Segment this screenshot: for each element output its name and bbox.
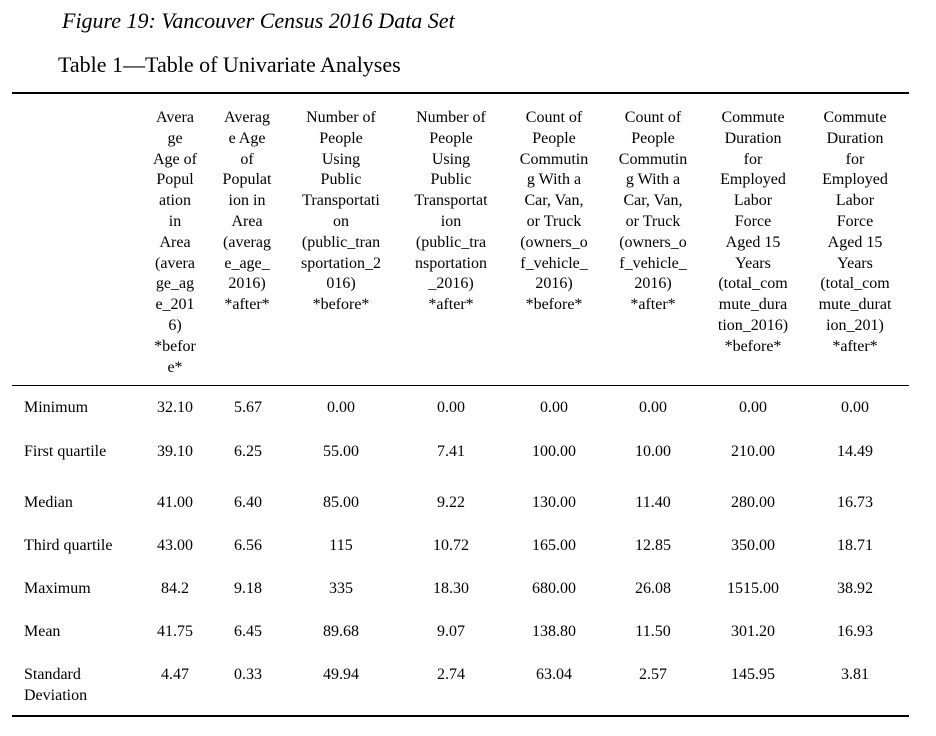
table-cell: 43.00 bbox=[157, 537, 193, 554]
table-cell: 9.22 bbox=[437, 494, 465, 511]
table-cell: 0.00 bbox=[639, 399, 667, 416]
table-cell: 85.00 bbox=[323, 494, 359, 511]
table-cell: 100.00 bbox=[532, 443, 576, 460]
table-cell: 10.00 bbox=[635, 443, 671, 460]
table-cell: 84.2 bbox=[161, 580, 189, 597]
table-cell: 210.00 bbox=[731, 443, 775, 460]
table-cell: 49.94 bbox=[323, 666, 359, 683]
table-cell: 3.81 bbox=[841, 666, 869, 683]
table-cell: 16.73 bbox=[837, 494, 873, 511]
table-cell: 14.49 bbox=[837, 443, 873, 460]
table-cell: 11.50 bbox=[635, 623, 671, 640]
table-cell: 350.00 bbox=[731, 537, 775, 554]
table-cell: 0.00 bbox=[327, 399, 355, 416]
table-cell: 9.18 bbox=[234, 580, 262, 597]
table-cell: 11.40 bbox=[635, 494, 671, 511]
table-cell: 115 bbox=[329, 537, 353, 554]
table-cell: 16.93 bbox=[837, 623, 873, 640]
table-cell: 1515.00 bbox=[727, 580, 779, 597]
table-cell: 32.10 bbox=[157, 399, 193, 416]
table-cell: 0.00 bbox=[437, 399, 465, 416]
table-cell: 0.00 bbox=[540, 399, 568, 416]
column-header: Number of People Using Public Transportati on (public_tran sportation_2 016) *before* bbox=[301, 109, 381, 314]
table-cell: 6.56 bbox=[234, 537, 262, 554]
table-cell: 145.95 bbox=[731, 666, 775, 683]
table-cell: 4.47 bbox=[161, 666, 189, 683]
column-header: Commute Duration for Employed Labor Force Aged 15 Years (total_com mute_dura tion_2016) *before* bbox=[717, 109, 789, 355]
table-cell: 138.80 bbox=[532, 623, 576, 640]
column-header: Number of People Using Public Transportat ion (public_tra nsportation _2016) *after* bbox=[414, 109, 488, 314]
table-cell: 63.04 bbox=[536, 666, 572, 683]
row-label: First quartile bbox=[24, 443, 107, 460]
table-cell: 301.20 bbox=[731, 623, 775, 640]
column-header: Count of People Commutin g With a Car, Van, or Truck (owners_o f_vehicle_ 2016) *before* bbox=[519, 109, 589, 314]
row-label: Mean bbox=[24, 623, 61, 640]
table-cell: 165.00 bbox=[532, 537, 576, 554]
table-cell: 7.41 bbox=[437, 443, 465, 460]
table-cell: 6.40 bbox=[234, 494, 262, 511]
table-cell: 6.45 bbox=[234, 623, 262, 640]
table-cell: 41.75 bbox=[157, 623, 193, 640]
table-cell: 38.92 bbox=[837, 580, 873, 597]
table-cell: 0.00 bbox=[739, 399, 767, 416]
table-cell: 55.00 bbox=[323, 443, 359, 460]
table-cell: 0.33 bbox=[234, 666, 262, 683]
row-label: Maximum bbox=[24, 580, 91, 597]
column-header: Averag e Age of Populat ion in Area (averag e_age_ 2016) *after* bbox=[222, 109, 272, 314]
table-cell: 0.00 bbox=[841, 399, 869, 416]
row-label: Median bbox=[24, 494, 73, 511]
table-cell: 280.00 bbox=[731, 494, 775, 511]
row-label: Third quartile bbox=[24, 537, 113, 554]
figure-title: Figure 19: Vancouver Census 2016 Data Set bbox=[62, 8, 455, 33]
column-header: Count of People Commutin g With a Car, Van, or Truck (owners_o f_vehicle_ 2016) *after* bbox=[618, 109, 688, 314]
table-header-rule bbox=[12, 385, 909, 386]
table-cell: 130.00 bbox=[532, 494, 576, 511]
table-cell: 26.08 bbox=[635, 580, 671, 597]
table-cell: 6.25 bbox=[234, 443, 262, 460]
table-cell: 12.85 bbox=[635, 537, 671, 554]
table-title: Table 1—Table of Univariate Analyses bbox=[58, 52, 401, 77]
table-cell: 89.68 bbox=[323, 623, 359, 640]
table-cell: 2.74 bbox=[437, 666, 465, 683]
table-top-rule bbox=[12, 92, 909, 94]
column-header: Avera ge Age of Popul ation in Area (avera ge_ag e_201 6) *befor e* bbox=[153, 109, 197, 376]
table-cell: 39.10 bbox=[157, 443, 193, 460]
table-cell: 5.67 bbox=[234, 399, 262, 416]
row-label: Minimum bbox=[24, 399, 89, 416]
table-cell: 18.30 bbox=[433, 580, 469, 597]
table-cell: 680.00 bbox=[532, 580, 576, 597]
row-label: Standard Deviation bbox=[24, 666, 88, 704]
table-cell: 9.07 bbox=[437, 623, 465, 640]
table-bottom-rule bbox=[12, 715, 909, 717]
table-cell: 18.71 bbox=[837, 537, 873, 554]
table-cell: 335 bbox=[329, 580, 353, 597]
column-header: Commute Duration for Employed Labor Force Aged 15 Years (total_com mute_durat ion_201) *after* bbox=[818, 109, 892, 355]
table-cell: 2.57 bbox=[639, 666, 667, 683]
table-cell: 41.00 bbox=[157, 494, 193, 511]
table-cell: 10.72 bbox=[433, 537, 469, 554]
